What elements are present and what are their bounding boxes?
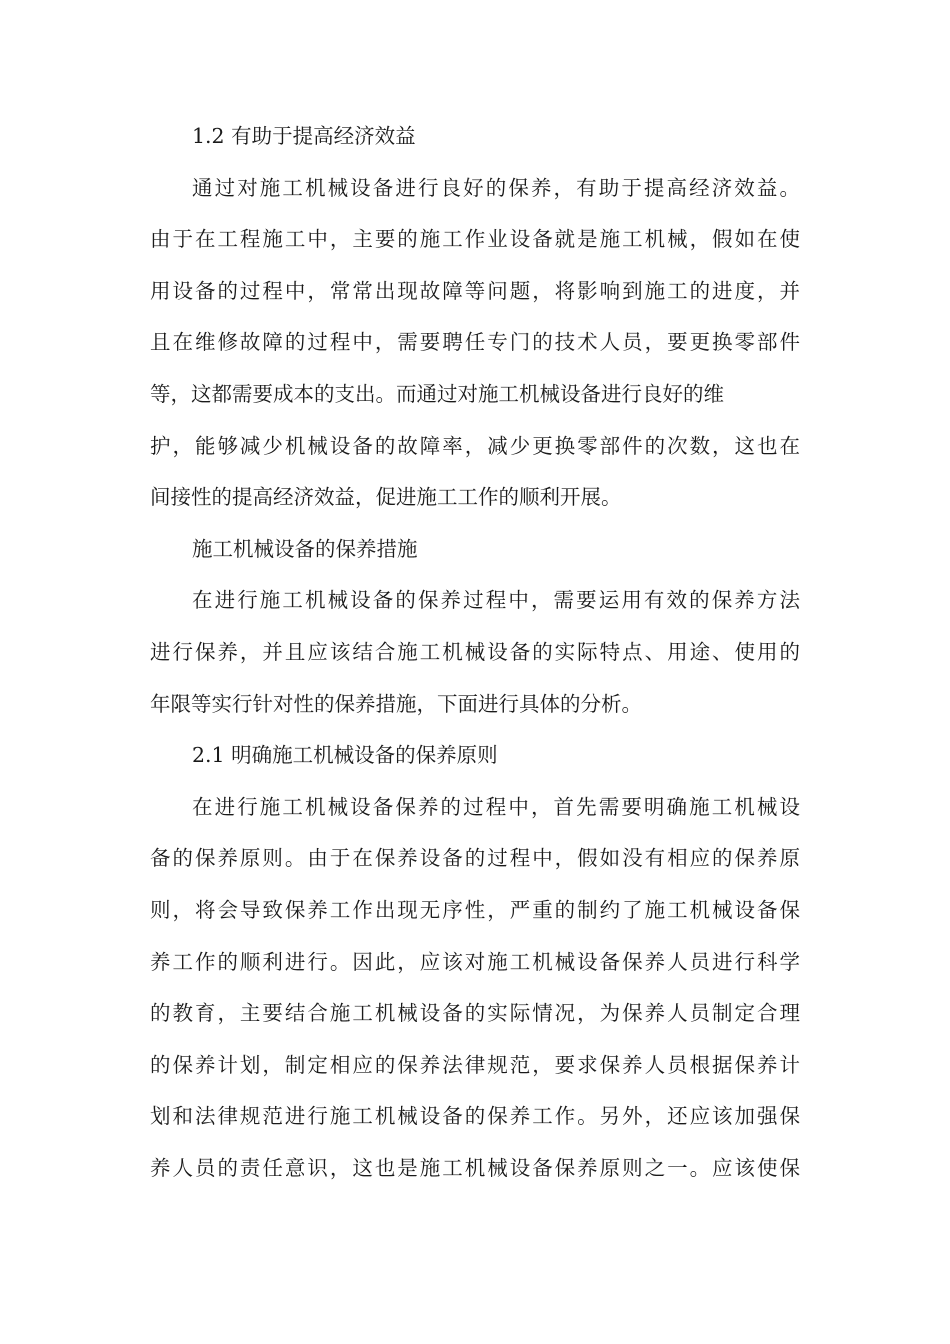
paragraph-line: 的教育，主要结合施工机械设备的实际情况，为保养人员制定合理 (150, 1001, 800, 1026)
paragraph-line: 且在维修故障的过程中，需要聘任专门的技术人员，要更换零部件 (150, 330, 800, 355)
heading-1-2: 1.2 有助于提高经济效益 (192, 124, 416, 148)
paragraph-line: 护，能够减少机械设备的故障率，减少更换零部件的次数，这也在 (150, 433, 800, 458)
paragraph-line: 年限等实行针对性的保养措施，下面进行具体的分析。 (150, 691, 642, 716)
paragraph-line: 养工作的顺利进行。因此，应该对施工机械设备保养人员进行科学 (150, 949, 800, 974)
paragraph-line: 划和法律规范进行施工机械设备的保养工作。另外，还应该加强保 (150, 1104, 800, 1129)
document-page (150, 111, 800, 1194)
paragraph-line: 养人员的责任意识，这也是施工机械设备保养原则之一。应该使保 (150, 1155, 800, 1180)
heading-maintenance-measures: 施工机械设备的保养措施 (192, 536, 418, 561)
paragraph-line: 在进行施工机械设备的保养过程中，需要运用有效的保养方法 (192, 588, 800, 613)
heading-2-1: 2.1 明确施工机械设备的保养原则 (192, 743, 498, 768)
paragraph-line: 的保养计划，制定相应的保养法律规范，要求保养人员根据保养计 (150, 1052, 800, 1077)
paragraph-line: 进行保养，并且应该结合施工机械设备的实际特点、用途、使用的 (150, 639, 800, 664)
paragraph-line: 在进行施工机械设备保养的过程中，首先需要明确施工机械设 (192, 794, 800, 819)
paragraph-line: 备的保养原则。由于在保养设备的过程中，假如没有相应的保养原 (150, 846, 800, 871)
paragraph-line: 间接性的提高经济效益，促进施工工作的顺利开展。 (150, 485, 622, 510)
paragraph-line: 则，将会导致保养工作出现无序性，严重的制约了施工机械设备保 (150, 897, 800, 922)
paragraph-line: 等，这都需要成本的支出。而通过对施工机械设备进行良好的维 (150, 381, 724, 406)
paragraph-line: 通过对施工机械设备进行良好的保养，有助于提高经济效益。 (192, 175, 800, 200)
paragraph-line: 由于在工程施工中，主要的施工作业设备就是施工机械，假如在使 (150, 227, 800, 252)
paragraph-line: 用设备的过程中，常常出现故障等问题，将影响到施工的进度，并 (150, 278, 800, 303)
